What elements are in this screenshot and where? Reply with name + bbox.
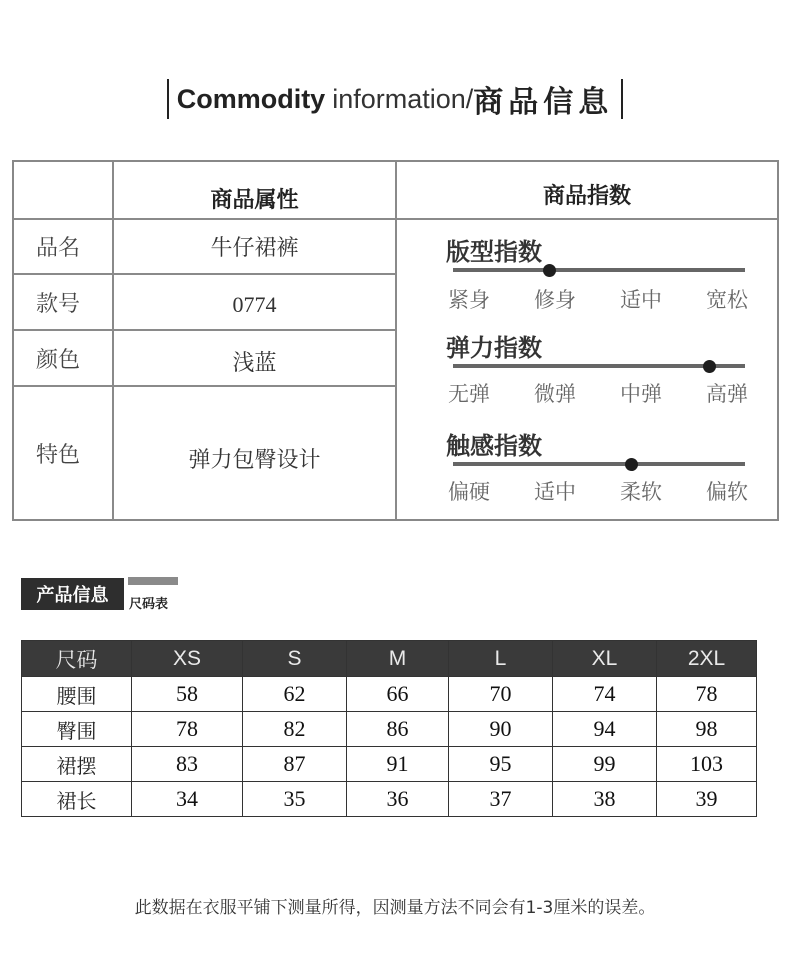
table-cell: 36: [347, 782, 449, 817]
page-header: [0, 76, 790, 122]
product-info-table: [12, 160, 779, 521]
table-cell: 78: [657, 677, 757, 712]
table-cell: 87: [243, 747, 347, 782]
table-cell: 66: [347, 677, 449, 712]
section-tag: 产品信息: [21, 578, 124, 610]
row-label-feature: 特色: [36, 442, 81, 468]
stretch-option: 高弹: [706, 382, 748, 406]
table-cell: 70: [449, 677, 553, 712]
header-cell: 尺码: [22, 641, 132, 677]
touch-index-marker: [625, 458, 638, 471]
section-tag-bar: [128, 577, 178, 585]
touch-option: 偏硬: [448, 480, 490, 504]
table-cell: 58: [132, 677, 243, 712]
row-label-style-no: 款号: [36, 291, 81, 317]
stretch-option: 微弹: [534, 382, 576, 406]
row-label: 裙长: [22, 782, 132, 817]
fit-option: 适中: [620, 288, 662, 312]
table-cell: 82: [243, 712, 347, 747]
header-right-bar: [621, 79, 623, 119]
row-label: 臀围: [22, 712, 132, 747]
fit-option: 宽松: [706, 288, 748, 312]
table-cell: 86: [347, 712, 449, 747]
table-cell: 34: [132, 782, 243, 817]
table-cell: 91: [347, 747, 449, 782]
stretch-option: 中弹: [620, 382, 662, 406]
header-title-cn: 商品信息: [473, 85, 614, 120]
table-cell: 94: [553, 712, 657, 747]
touch-index-scale: [453, 462, 745, 466]
row-value-style-no: 0774: [232, 292, 277, 317]
header-cell: S: [243, 641, 347, 677]
table-cell: 74: [553, 677, 657, 712]
header-cell: XS: [132, 641, 243, 677]
col-header-attributes: 商品属性: [210, 187, 299, 213]
header-left-bar: [167, 79, 169, 119]
row-label: 裙摆: [22, 747, 132, 782]
fit-index-title: 版型指数: [446, 238, 542, 266]
table-cell: 83: [132, 747, 243, 782]
header-commodity: Commodity: [176, 83, 326, 114]
table-row: [22, 782, 757, 817]
size-table: [21, 640, 757, 817]
fit-option: 紧身: [448, 288, 490, 312]
stretch-index-title: 弹力指数: [446, 334, 542, 362]
header-cell: L: [449, 641, 553, 677]
table-cell: 90: [449, 712, 553, 747]
row-label: 腰围: [22, 677, 132, 712]
section-subtitle: 尺码表: [129, 597, 169, 612]
touch-option: 柔软: [620, 480, 662, 504]
row-value-color: 浅蓝: [232, 350, 277, 376]
table-row: [22, 677, 757, 712]
fit-option: 修身: [534, 288, 576, 312]
stretch-index-options: [448, 378, 748, 408]
touch-index-title: 触感指数: [446, 432, 542, 460]
header-cell: 2XL: [657, 641, 757, 677]
table-cell: 95: [449, 747, 553, 782]
size-table-header: [22, 641, 757, 677]
table-cell: 39: [657, 782, 757, 817]
header-cell: XL: [553, 641, 657, 677]
table-cell: 37: [449, 782, 553, 817]
table-cell: 62: [243, 677, 347, 712]
fit-index-scale: [453, 268, 745, 272]
col-header-indices: 商品指数: [542, 183, 631, 209]
row-value-feature: 弹力包臀设计: [188, 447, 321, 473]
table-cell: 99: [553, 747, 657, 782]
stretch-index-scale: [453, 364, 745, 368]
touch-option: 适中: [534, 480, 576, 504]
table-row: [22, 747, 757, 782]
measurement-note: 此数据在衣服平铺下测量所得，因测量方法不同会有1-3厘米的误差。: [134, 898, 656, 918]
row-value-name: 牛仔裙裤: [210, 236, 299, 261]
touch-index-options: [448, 476, 748, 506]
row-label-name: 品名: [36, 236, 81, 261]
row-label-color: 颜色: [36, 347, 81, 373]
stretch-index-marker: [703, 360, 716, 373]
table-cell: 103: [657, 747, 757, 782]
stretch-option: 无弹: [448, 382, 490, 406]
table-row: [22, 712, 757, 747]
table-cell: 78: [132, 712, 243, 747]
table-cell: 98: [657, 712, 757, 747]
fit-index-marker: [543, 264, 556, 277]
touch-option: 偏软: [706, 480, 748, 504]
header-cell: M: [347, 641, 449, 677]
table-cell: 35: [243, 782, 347, 817]
fit-index-options: [448, 284, 748, 314]
header-information: information/: [332, 83, 474, 114]
table-cell: 38: [553, 782, 657, 817]
